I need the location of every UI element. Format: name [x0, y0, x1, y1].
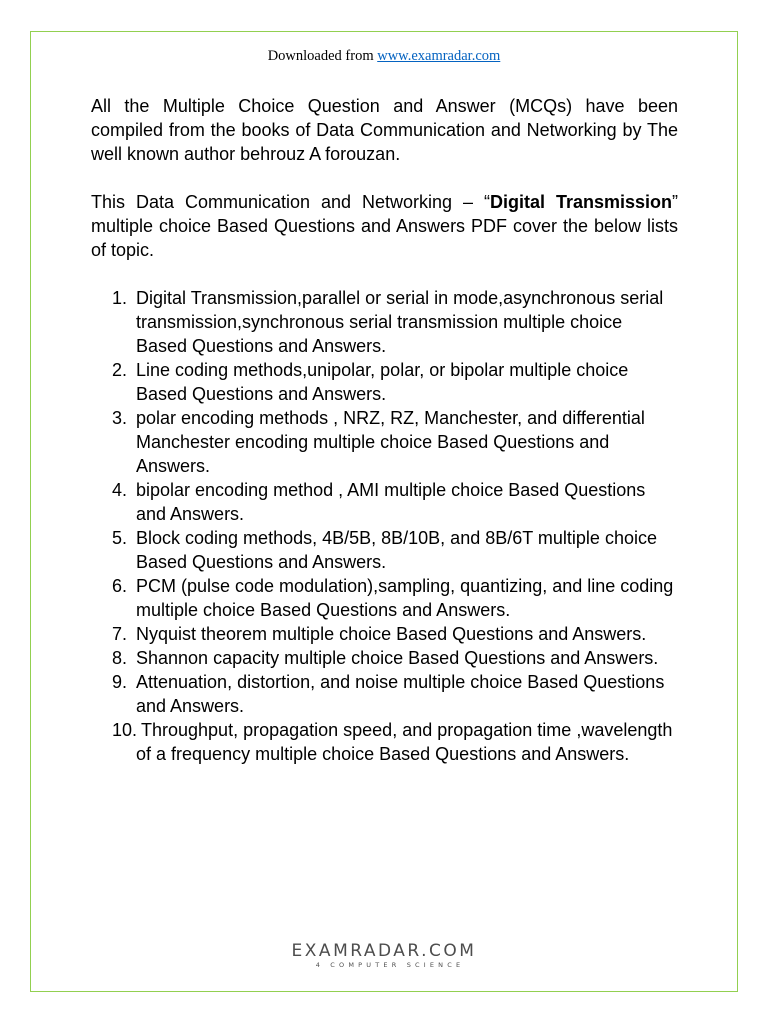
- scope-text-after: ” multiple choice Based Questions and Answers PDF cover the below lists of topic.: [91, 192, 679, 260]
- list-item-text: Line coding methods,unipolar, polar, or bipolar multiple choice Based Questions and Answers.: [136, 360, 629, 404]
- list-item: [91, 406, 678, 478]
- list-item-number: 5.: [112, 528, 128, 548]
- list-item: [91, 286, 678, 358]
- list-item-text: polar encoding methods , NRZ, RZ, Manchester, and differential Manchester encoding multiple choice Based Questions and Answers.: [136, 408, 645, 476]
- list-item-number: 7.: [112, 624, 128, 644]
- list-item-number: 3.: [112, 408, 128, 428]
- list-item-text: Nyquist theorem multiple choice Based Questions and Answers.: [136, 624, 647, 644]
- list-item: [91, 574, 678, 622]
- list-item-number: 8.: [112, 648, 128, 668]
- scope-text-before: This Data Communication and Networking – “: [91, 192, 490, 212]
- list-item-number: 1.: [112, 288, 128, 308]
- list-item: [91, 670, 678, 718]
- examradar-link[interactable]: www.examradar.com: [377, 48, 501, 64]
- list-item-text: Throughput, propagation speed, and propagation time ,wavelength of a frequency multiple choice Based Questions and Answers.: [136, 720, 673, 764]
- list-item: [91, 526, 678, 574]
- list-item: [91, 718, 678, 766]
- scope-paragraph: [91, 190, 678, 262]
- list-item-text: bipolar encoding method , AMI multiple choice Based Questions and Answers.: [136, 480, 646, 524]
- list-item-text: Attenuation, distortion, and noise multiple choice Based Questions and Answers.: [136, 672, 665, 716]
- list-item: [91, 646, 678, 670]
- scope-topic-bold: Digital Transmission: [489, 192, 673, 212]
- list-item-text: Block coding methods, 4B/5B, 8B/10B, and 8B/6T multiple choice Based Questions and Answers.: [136, 528, 657, 572]
- document-body: [91, 94, 678, 766]
- list-item-text: Digital Transmission,parallel or serial in mode,asynchronous serial transmission,synchronous serial transmission multiple choice Based Questions and Answers.: [136, 288, 664, 356]
- list-item-number: 6.: [112, 576, 128, 596]
- logo-tagline: 4 COMPUTER SCIENCE: [315, 961, 465, 969]
- intro-paragraph: All the Multiple Choice Question and Answer (MCQs) have been compiled from the books of Data Communication and Networking by The well known author behrouz A forouzan.: [91, 96, 678, 164]
- logo-brand: EXAMRADAR.COM: [291, 941, 477, 961]
- list-item-number: 10.: [112, 720, 138, 740]
- list-item: [91, 358, 678, 406]
- list-item-text: PCM (pulse code modulation),sampling, quantizing, and line coding multiple choice Based Questions and Answers.: [136, 576, 674, 620]
- list-item-number: 4.: [112, 480, 128, 500]
- topic-list: [91, 286, 678, 766]
- list-item: [91, 478, 678, 526]
- examradar-logo: [0, 941, 768, 970]
- list-item-number: 2.: [112, 360, 128, 380]
- header-prefix: Downloaded from: [267, 48, 378, 64]
- list-item-number: 9.: [112, 672, 128, 692]
- list-item: [91, 622, 678, 646]
- list-item-text: Shannon capacity multiple choice Based Questions and Answers.: [136, 648, 659, 668]
- download-header: [0, 48, 768, 65]
